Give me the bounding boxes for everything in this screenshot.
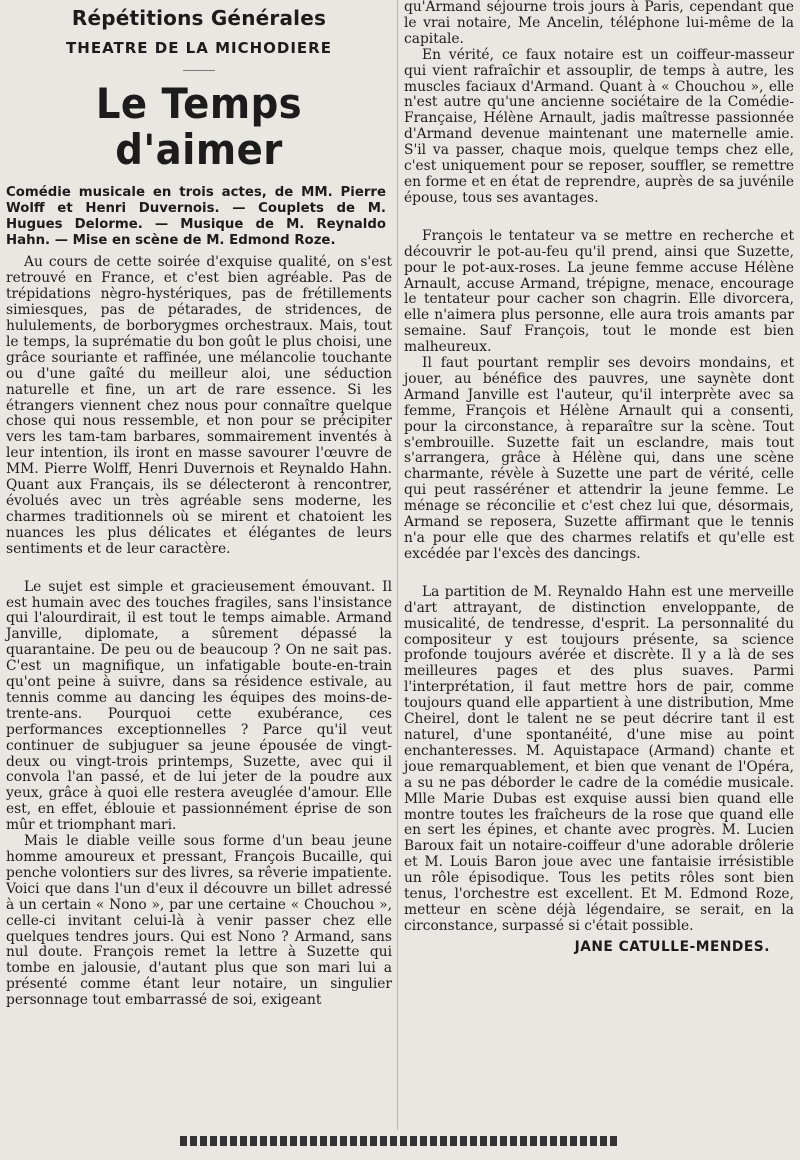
right-paragraph-1: qu'Armand séjourne trois jours à Paris, cependant que le vrai notaire, Me Ancelin, téléphone lui-même de la capitale.: [404, 0, 794, 47]
article-title: Le Temps d'aimer: [95, 79, 303, 175]
theatre-name: THEATRE DE LA MICHODIERE: [66, 39, 332, 57]
right-paragraph-2: En vérité, ce faux notaire est un coiffeur-masseur qui vient rafraîchir et assouplir, de temps à autre, les muscles faciaux d'Armand. Quant à « Chouchou », elle n'est autre qu'une ancienne sociétaire de la Comédie-Française, Hélène Arnault, jadis maîtresse passionnée d'Armand devenue maintenant une maternelle amie. S'il va passer, chaque mois, quelque temps chez elle, c'est uniquement pour se reposer, souffler, se remettre en forme et en état de reprendre, auprès de sa juvénile épouse, tous ses avantages.: [404, 46, 794, 206]
right-column: [404, 0, 794, 955]
right-paragraph-4: Il faut pourtant remplir ses devoirs mondains, et jouer, au bénéfice des pauvres, une saynète dont Armand Janville est l'auteur, qu'il interprète avec sa femme, François et Hélène Arnault qui a consenti, pour la circonstance, à reparaître sur la scène. Tout s'embrouille. Suzette fait un esclandre, mais tout s'arrangera, grâce à Hélène qui, dans une scène charmante, révèle à Suzette une part de vérité, celle qui peut rasséréner et attendrir la jeune femme. Le ménage se réconcilie et c'est chez lui que, désormais, Armand se reposera, Suzette affirmant que le tennis n'a pour elle que des charmes relatifs et qu'elle est excédée par l'excès des dancings.: [404, 355, 794, 562]
title-divider: [183, 70, 215, 71]
author-signature: JANE CATULLE-MENDES.: [574, 938, 770, 955]
left-paragraph-1: Au cours de cette soirée d'exquise qualité, on s'est retrouvé en France, et c'est bien agréable. Pas de trépidations nègro-hystériques, pas de frétillements simiesques, pas de pétarades, de stridences, de hululements, de borborygmes orchestraux. Mais, tout le temps, la suprématie du bon goût le plus choisi, une grâce souriante et raffinée, une mélancolie touchante ou d'une gaîté du meilleur aloi, une séduction naturelle et fine, un art de rare essence. Si les étrangers viennent chez nous pour connaître quelque chose qui nous ressemble, et non pour se précipiter vers les tam-tam barbares, sommairement inventés à leur intention, ils iront en masse savourer l'œuvre de MM. Pierre Wolff, Henri Duvernois et Reynaldo Hahn. Quant aux Français, ils se délecteront à rencontrer, évolués avec un très agréable sens moderne, les charmes traditionnels où se mirent et chatoient les nuances les plus délicates et élégantes de leurs sentiments et de leur caractère.: [6, 254, 392, 557]
left-paragraph-2: Le sujet est simple et gracieusement émouvant. Il est humain avec des touches fragiles, sans l'insistance qui l'alourdirait, il est tout le temps aimable. Armand Janville, diplomate, a sûrement dépassé la quarantaine. De peu ou de beaucoup ? On ne sait pas. C'est un magnifique, un infatigable boute-en-train qu'ont peine à suivre, dans sa résidence estivale, au tennis comme au dancing les équipes des moins-de-trente-ans. Pourquoi cette exubérance, ces performances exceptionnelles ? Parce qu'il veut continuer de subjuguer sa jeune épousée de vingt-deux ou vingt-trois printemps, Suzette, avec qui il convola l'an passé, et de lui jeter de la poudre aux yeux, grâce à quoi elle restera aveuglée d'amour. Elle est, en effet, éblouie et passionnément éprise de son mûr et triomphant mari.: [6, 578, 392, 834]
left-paragraph-3: Mais le diable veille sous forme d'un beau jeune homme amoureux et pressant, François Bucaille, qui penche volontiers sur des livres, sa rêverie impatiente. Voici que dans l'un d'eux il découvre un billet adressé à un certain « Nono », par une certaine « Chouchou », celle-ci invitant celui-là à venir passer chez elle quelques tendres jours. Qui est Nono ? Armand, sans nul doute. François remet la lettre à Suzette qui tombe en jalousie, d'autant plus que son mari lui a présenté comme étant leur notaire, un singulier personnage tout embarrassé de soi, exigeant: [6, 833, 392, 1009]
right-paragraph-5: La partition de M. Reynaldo Hahn est une merveille d'art attrayant, de distinction enveloppante, de musicalité, de tendresse, d'esprit. La personnalité du compositeur y est toujours présente, sa science profonde toujours avérée et discrète. Il y a là de ses meilleures pages et des plus suaves. Parmi l'interprétation, il faut mettre hors de pair, comme toujours quand elle appartient à une distribution, Mme Cheirel, dont le talent ne se peut décrire tant il est naturel, d'une spontanéité, d'une mise au point enchanteresses. M. Aquistapace (Armand) chante et joue remarquablement, et bien que venant de l'Opéra, a su ne pas déborder le cadre de la comédie musicale. Mlle Marie Dubas est exquise aussi bien quand elle montre toutes les fraîcheurs de la rose que quand elle en sert les épines, et chante avec progrès. M. Lucien Baroux fait un notaire-coiffeur d'une adorable drôlerie et M. Louis Baron joue avec une fantaisie irrésistible un rôle épisodique. Tous les petits rôles sont bien tenus, l'orchestre est excellent. Et M. Edmond Roze, metteur en scène déjà légendaire, se serait, en la circonstance, surpassé si c'était possible.: [404, 583, 794, 934]
column-divider: [397, 0, 398, 1130]
supertitle: Répétitions Générales: [71, 6, 327, 30]
credits: Comédie musicale en trois actes, de MM. Pierre Wolff et Henri Duvernois. — Couplets de M. Hugues Delorme. — Musique de M. Reynaldo Hahn. — Mise en scène de M. Edmond Roze.: [6, 185, 386, 249]
ornamental-border: [180, 1136, 620, 1146]
left-column: [6, 0, 392, 1009]
right-paragraph-3: François le tentateur va se mettre en recherche et découvrir le pot-au-feu qu'il prend, ainsi que Suzette, pour le pot-aux-roses. La jeune femme accuse Hélène Arnault, accuse Armand, trépigne, menace, encourage le tentateur pour cacher son chagrin. Elle divorcera, elle n'aimera plus personne, elle aura trois amants par semaine. Sauf François, tout le monde est bien malheureux.: [404, 227, 794, 356]
